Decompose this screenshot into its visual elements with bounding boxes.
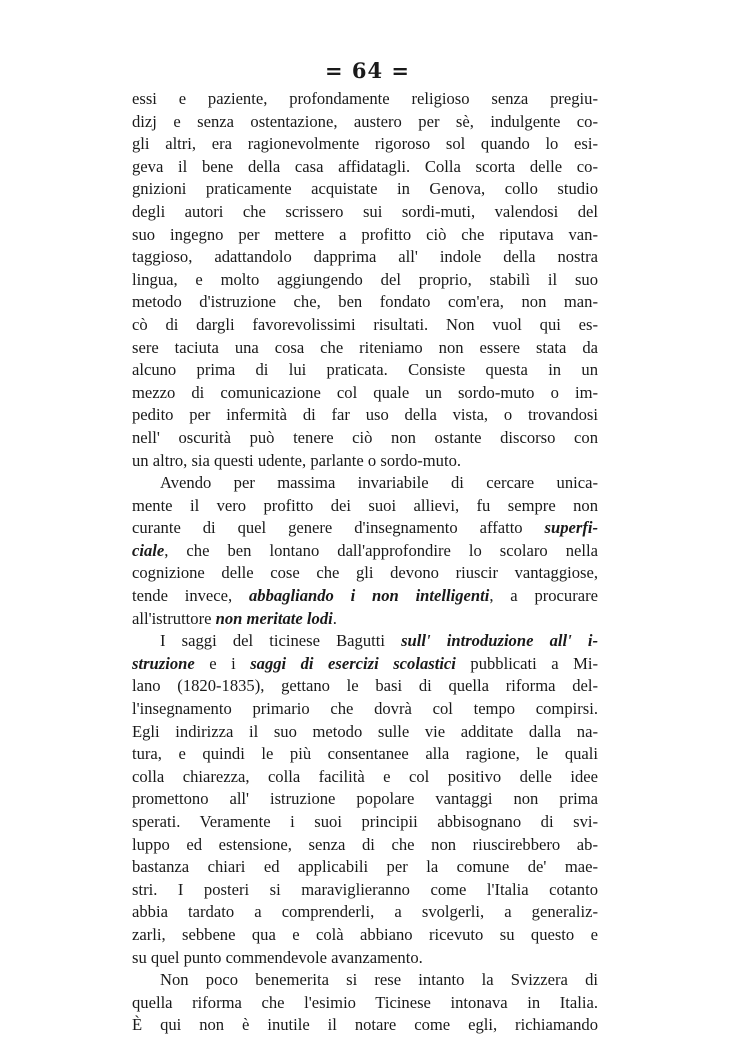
text-span: Avendo per massima invariabile di cercare unica- bbox=[160, 473, 598, 493]
text-span: . bbox=[332, 608, 337, 628]
text-line bbox=[132, 562, 598, 585]
text-line bbox=[132, 766, 598, 789]
text-span: all'istruttore bbox=[132, 608, 216, 628]
text-span: gli altri, era ragionevolmente rigoroso sol quando lo esi- bbox=[132, 134, 598, 154]
text-line bbox=[132, 540, 598, 563]
text-line bbox=[132, 924, 598, 947]
text-span: cognizione delle cose che gli devono riuscir vantaggiose, bbox=[132, 563, 598, 583]
text-line bbox=[132, 1014, 598, 1037]
text-line bbox=[132, 450, 598, 473]
text-span: curante di quel genere d'insegnamento affatto bbox=[132, 518, 545, 538]
text-span: degli autori che scrissero sui sordi-muti, valendosi del bbox=[132, 201, 598, 221]
italic-phrase: sull' introduzione all' i- bbox=[401, 631, 598, 651]
text-span: metodo d'istruzione che, ben fondato com'era, non man- bbox=[132, 292, 598, 312]
text-line bbox=[132, 992, 598, 1015]
text-line bbox=[132, 608, 598, 631]
text-line bbox=[132, 133, 598, 156]
text-line bbox=[132, 88, 598, 111]
text-span: sperati. Veramente i suoi principii abbisognano di svi- bbox=[132, 812, 598, 831]
text-span: pubblicati a Mi- bbox=[455, 653, 598, 673]
text-span: tende invece, bbox=[132, 586, 249, 606]
text-line bbox=[132, 879, 598, 902]
text-line bbox=[132, 517, 598, 540]
text-line bbox=[132, 495, 598, 518]
text-line bbox=[132, 359, 598, 382]
text-span: lingua, e molto aggiungendo del proprio, stabilì il suo bbox=[132, 269, 598, 289]
text-line bbox=[132, 269, 598, 292]
text-body bbox=[132, 88, 598, 1037]
text-span: essi e paziente, profondamente religioso senza pregiu- bbox=[132, 89, 598, 108]
text-line bbox=[132, 969, 598, 992]
text-line bbox=[132, 382, 598, 405]
text-line bbox=[132, 246, 598, 269]
italic-phrase: non meritate lodi bbox=[215, 608, 333, 628]
text-line bbox=[132, 201, 598, 224]
text-line bbox=[132, 721, 598, 744]
text-line bbox=[132, 404, 598, 427]
text-line bbox=[132, 901, 598, 924]
text-span: geva il bene della casa affidatagli. Colla scorta delle co- bbox=[132, 156, 598, 176]
page-number: = 64 = bbox=[324, 58, 411, 83]
text-line bbox=[132, 698, 598, 721]
text-span: , che ben lontano dall'approfondire lo scolaro nella bbox=[164, 540, 598, 560]
text-line bbox=[132, 630, 598, 653]
italic-phrase: saggi di esercizi scolastici bbox=[250, 653, 456, 673]
text-span: Non poco benemerita si rese intanto la Svizzera di bbox=[160, 970, 598, 990]
text-span: stri. I posteri si maraviglieranno come l'Italia cotanto bbox=[132, 879, 598, 899]
text-span: cò di dargli favorevolissimi risultati. Non vuol qui es- bbox=[132, 314, 598, 334]
text-span: suo ingegno per mettere a profitto ciò che riputava van- bbox=[132, 224, 598, 244]
text-span: tura, e quindi le più consentanee alla ragione, le quali bbox=[132, 744, 598, 764]
text-line bbox=[132, 156, 598, 179]
text-span: lano (1820-1835), gettano le basi di quella riforma del- bbox=[132, 676, 598, 696]
text-line bbox=[132, 811, 598, 834]
text-span: alcuno prima di lui praticata. Consiste questa in un bbox=[132, 360, 598, 380]
text-span: taggioso, adattandolo dapprima all' indole della nostra bbox=[132, 247, 598, 267]
italic-phrase: struzione bbox=[132, 653, 195, 673]
text-span: È qui non è inutile il notare come egli, richiamando bbox=[132, 1015, 598, 1035]
text-line bbox=[132, 178, 598, 201]
text-line bbox=[132, 337, 598, 360]
text-line bbox=[132, 224, 598, 247]
text-span: I saggi del ticinese Bagutti bbox=[160, 631, 402, 651]
text-line bbox=[132, 472, 598, 495]
text-span: mente il vero profitto dei suoi allievi, fu sempre non bbox=[132, 495, 598, 515]
text-line bbox=[132, 427, 598, 450]
text-line bbox=[132, 585, 598, 608]
italic-phrase: ciale bbox=[132, 540, 165, 560]
text-line bbox=[132, 314, 598, 337]
text-line bbox=[132, 947, 598, 970]
text-span: abbia tardato a comprenderli, a svolgerli, a generaliz- bbox=[132, 902, 598, 922]
text-line bbox=[132, 834, 598, 857]
text-span: quella riforma che l'esimio Ticinese intonava in Italia. bbox=[132, 992, 598, 1012]
text-line bbox=[132, 788, 598, 811]
text-span: bastanza chiari ed applicabili per la comune de' mae- bbox=[132, 857, 598, 877]
text-line bbox=[132, 856, 598, 879]
text-span: l'insegnamento primario che dovrà col tempo compirsi. bbox=[132, 699, 598, 719]
text-span: gnizioni praticamente acquistate in Genova, collo studio bbox=[132, 179, 598, 199]
text-line bbox=[132, 653, 598, 676]
text-span: un altro, sia questi udente, parlante o sordo-muto. bbox=[132, 450, 462, 470]
text-span: , a procurare bbox=[489, 586, 598, 606]
text-span: su quel punto commendevole avanzamento. bbox=[132, 947, 423, 967]
text-span: sere taciuta una cosa che riteniamo non essere stata da bbox=[132, 337, 598, 357]
text-span: zarli, sebbene qua e colà abbiano ricevuto su questo e bbox=[132, 924, 598, 944]
text-line bbox=[132, 111, 598, 134]
text-span: nell' oscurità può tenere ciò non ostante discorso con bbox=[132, 427, 598, 447]
text-span: dizj e senza ostentazione, austero per sè, indulgente co- bbox=[132, 111, 598, 131]
text-line bbox=[132, 743, 598, 766]
text-span: Egli indirizza il suo metodo sulle vie additate dalla na- bbox=[132, 721, 598, 741]
text-span: colla chiarezza, colla facilità e col positivo delle idee bbox=[132, 766, 598, 786]
text-line bbox=[132, 291, 598, 314]
text-span: e i bbox=[194, 653, 251, 673]
italic-phrase: abbagliando i non intelligenti bbox=[248, 586, 490, 606]
text-span: luppo ed estensione, senza di che non riuscirebbero ab- bbox=[132, 834, 598, 854]
text-span: pedito per infermità di far uso della vista, o trovandosi bbox=[132, 405, 598, 425]
text-line bbox=[132, 675, 598, 698]
text-span: mezzo di comunicazione col quale un sordo-muto o im- bbox=[132, 382, 598, 402]
text-span: promettono all' istruzione popolare vantaggi non prima bbox=[132, 789, 598, 809]
italic-phrase: superfi- bbox=[544, 518, 598, 538]
